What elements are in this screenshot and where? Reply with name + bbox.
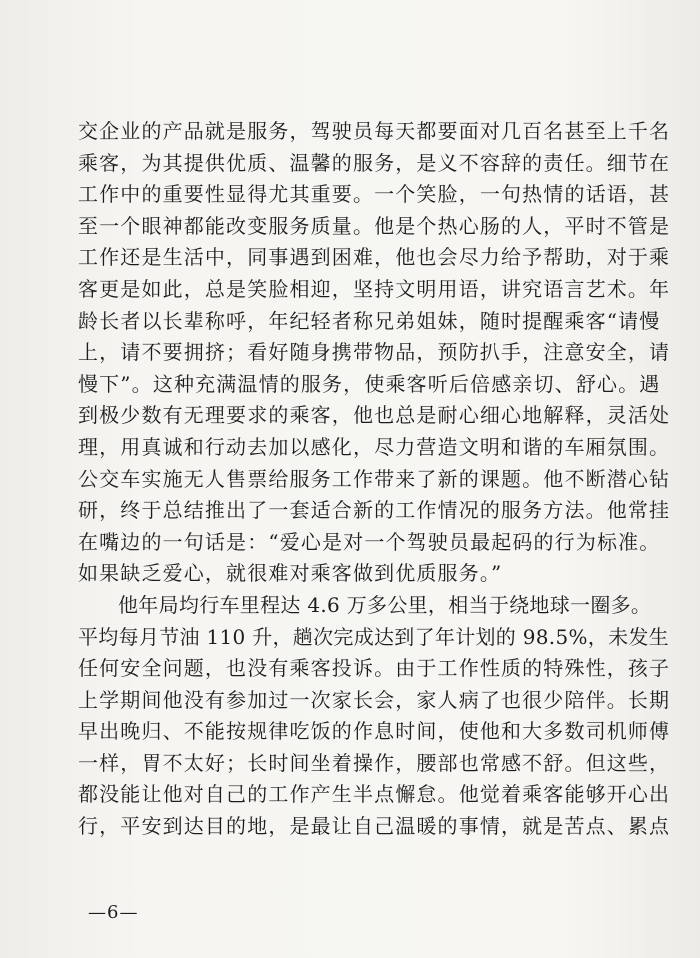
text-line: 到极少数有无理要求的乘客，他也总是耐心细心地解释，灵活处 [78, 403, 671, 428]
text-line: 理，用真诚和行动去加以感化，尽力营造文明和谐的车厢氛围。 [78, 434, 671, 459]
text-line: 研，终于总结推出了一套适合新的工作情况的服务方法。他常挂 [78, 498, 671, 523]
text-line: 如果缺乏爱心，就很难对乘客做到优质服务。” [78, 561, 503, 586]
body-text [78, 116, 671, 843]
text-line: 早出晚归、不能按规律吃饭的作息时间，使他和大多数司机师傅 [78, 719, 671, 744]
text-line: 平均每月节油 110 升，趟次完成达到了年计划的 98.5%，未发生 [78, 624, 669, 649]
text-line: 行，平安到达目的地，是最让自己温暖的事情，就是苦点、累点 [78, 814, 671, 839]
text-line: 在嘴边的一句话是：“爱心是对一个驾驶员最起码的行为标准。 [78, 529, 661, 554]
text-line: 客更是如此，总是笑脸相迎，坚持文明用语，讲究语言艺术。年 [78, 276, 671, 301]
text-line: 工作中的重要性显得尤其重要。一个笑脸，一句热情的话语，甚 [78, 182, 671, 207]
text-line: 工作还是生活中，同事遇到困难，他也会尽力给予帮助，对于乘 [78, 245, 671, 270]
text-line: 都没能让他对自己的工作产生半点懈怠。他觉着乘客能够开心出 [78, 782, 671, 807]
text-line: 任何安全问题，也没有乘客投诉。由于工作性质的特殊性，孩子 [78, 656, 671, 681]
text-line: 一样，胃不太好；长时间坐着操作，腰部也常感不舒。但这些， [78, 750, 671, 775]
text-line: 上学期间他没有参加过一次家长会，家人病了也很少陪伴。长期 [78, 687, 671, 712]
text-line: 至一个眼神都能改变服务质量。他是个热心肠的人，平时不管是 [78, 213, 671, 238]
page-number: —6— [88, 902, 139, 923]
text-line: 乘客，为其提供优质、温馨的服务，是义不容辞的责任。细节在 [78, 150, 671, 175]
text-line: 慢下”。这种充满温情的服务，使乘客听后倍感亲切、舒心。遇 [78, 371, 661, 396]
text-line: 交企业的产品就是服务，驾驶员每天都要面对几百名甚至上千名 [78, 119, 671, 143]
text-line: 公交车实施无人售票给服务工作带来了新的课题。他不断潜心钻 [78, 466, 671, 491]
paragraph-start-line: 他年局均行车里程达 4.6 万多公里，相当于绕地球一圈多。 [118, 592, 652, 617]
text-line: 龄长者以长辈称呼，年纪轻者称兄弟姐妹，随时提醒乘客“请慢 [78, 308, 661, 333]
text-line: 上，请不要拥挤；看好随身携带物品，预防扒手，注意安全，请 [78, 340, 671, 365]
